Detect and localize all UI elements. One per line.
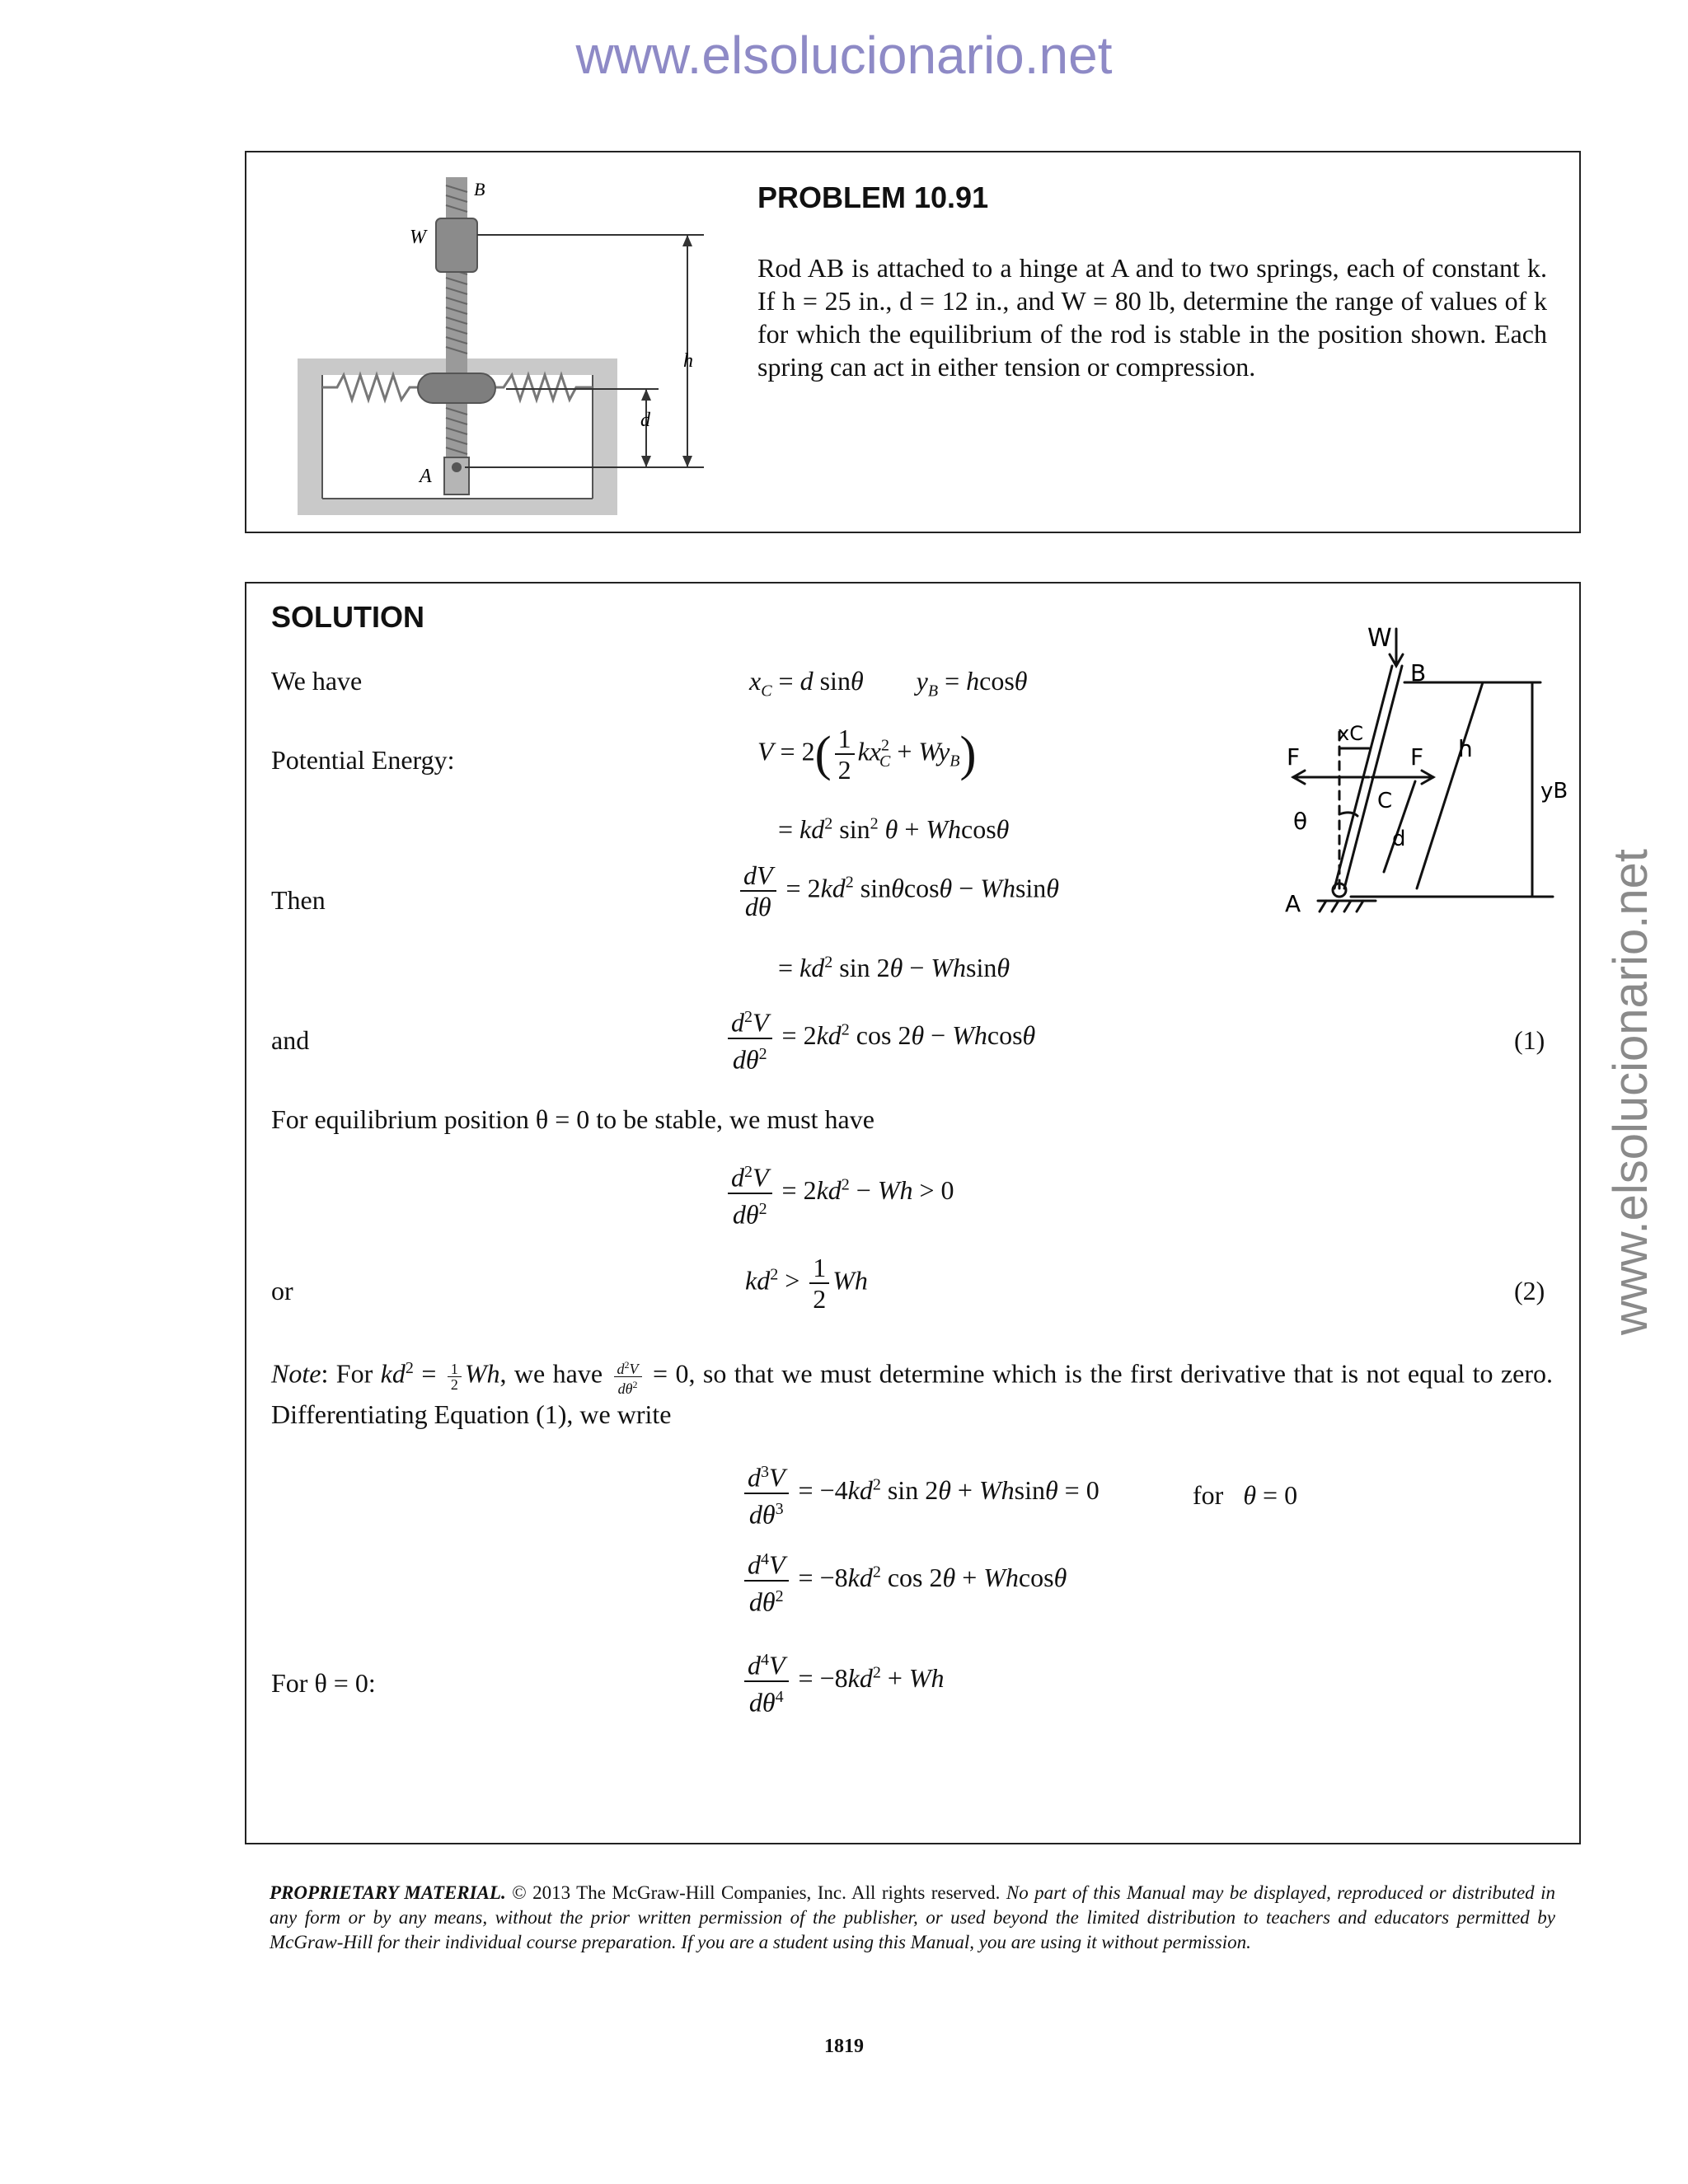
eq-fourth-derivative: $\frac{d^4V}{d\theta^2}$ = $-8kd^2$ cos 2θ + Whcosθ <box>741 1544 1067 1616</box>
label-potential-energy: Potential Energy: <box>271 745 455 775</box>
sketch-label-yB: yB <box>1540 779 1568 804</box>
sketch-label-d: d <box>1392 827 1406 851</box>
footer-italic: No part of this Manual may be displayed, reproduced or distributed in any form or by any means, without the prior written permission of the publisher, or used beyond the limited distribution to teachers and educators permitted by McGraw-Hill for their individual course preparation. If you are a student using this Manual, you are using it without permission. <box>270 1882 1556 1952</box>
eq-coordinates: $x_C = d$ sinθ $y_B = hcos\theta$ <box>749 666 1028 701</box>
eq-number-2: (2) <box>1514 1276 1545 1305</box>
eq-first-derivative-2: = $kd^2$ sin 2θ − Whsinθ <box>778 953 1010 982</box>
sketch-label-C: C <box>1377 789 1393 813</box>
sketch-label-h: h <box>1458 735 1473 762</box>
note-text-1: : For <box>321 1358 381 1389</box>
eq-potential-energy-2: = $kd^2$ $\sin^2 \theta + Whcos\theta$ <box>778 814 1010 844</box>
eq-first-derivative: $\frac{dV}{d\theta}$ = $2kd^2$ sinθcosθ − Whsinθ <box>737 860 1059 921</box>
solution-box <box>245 582 1581 1844</box>
page-number: 1819 <box>824 2036 864 2057</box>
sketch-label-W: W <box>1367 625 1392 653</box>
for-label: for <box>1193 1480 1224 1510</box>
problem-statement: Rod AB is attached to a hinge at A and to two springs, each of constant k. If h = 25 in., d = 12 in., and W = 80 lb, determine the range of values of k for which the equilibrium of the rod is stable in the position shown. Each spring can act in either tension or compression. <box>757 253 1547 382</box>
footer-copyright <box>270 1881 1555 1955</box>
fig-label-d: d <box>640 410 650 431</box>
label-stable-intro: For equilibrium position θ = 0 to be stable, we must have <box>271 1104 874 1134</box>
fig-label-W: W <box>410 227 426 248</box>
note-paragraph: Note: For $kd^2$ = $\frac{1}{2}$ Wh, we have $\frac{d^2V}{d\theta^2}$ = 0, so that we must determine which is the first derivative that is not equal to zero. Differentiating Equation (1), we write <box>271 1358 1554 1429</box>
label-or: or <box>271 1276 293 1305</box>
sketch-label-xc: xC <box>1338 722 1363 745</box>
sketch-label-theta: θ <box>1293 808 1308 835</box>
eq-fourth-derivative-theta-zero: $\frac{d^4V}{d\theta^4}$ = $-8kd^2 + Wh$ <box>741 1645 945 1717</box>
fig-label-B: B <box>474 179 485 199</box>
solution-sketch <box>1268 625 1573 938</box>
label-then: Then <box>271 885 326 915</box>
watermark-side: www.elsolucionario.net <box>1604 849 1658 1335</box>
eq-stability-result: $kd^2$ > $\frac{1}{2}$ Wh <box>745 1253 868 1314</box>
eq-potential-energy: V = 2( $\frac{1}{2}$ $kx^2_C + Wy_B$) <box>757 724 977 785</box>
fig-label-h: h <box>683 350 693 372</box>
sketch-label-F-right: F <box>1410 743 1424 771</box>
sketch-label-A: A <box>1285 890 1301 917</box>
label-for-theta-zero: For θ = 0: <box>271 1668 376 1698</box>
problem-figure <box>288 177 716 523</box>
eq-second-derivative: $\frac{d^2V}{d\theta^2}$ = $2kd^2$ cos 2θ − Whcosθ <box>724 1002 1035 1074</box>
sketch-label-B: B <box>1410 659 1427 687</box>
label-we-have: We have <box>271 666 363 696</box>
problem-box <box>245 151 1581 533</box>
label-and: and <box>271 1025 310 1055</box>
note-text-2: we have <box>506 1358 611 1389</box>
eq-third-derivative: $\frac{d^3V}{d\theta^3}$ = $-4kd^2$ sin 2θ + Whsinθ = 0 <box>741 1457 1100 1529</box>
problem-title: PROBLEM 10.91 <box>757 180 989 214</box>
eq-stability-condition: $\frac{d^2V}{d\theta^2}$ = $2kd^2 - Wh > 0$ <box>724 1157 954 1229</box>
eq-number-1: (1) <box>1514 1025 1545 1055</box>
watermark-top: www.elsolucionario.net <box>575 26 1113 85</box>
eq-third-derivative-condition: for θ = 0 <box>1193 1480 1298 1510</box>
note-text-3: so that we must determine which is the first derivative that is not equal to zero. Differentiating Equation (1), we write <box>271 1358 1554 1429</box>
footer-bold: PROPRIETARY MATERIAL. <box>270 1882 506 1903</box>
footer-normal: © 2013 The McGraw-Hill Companies, Inc. All rights reserved. <box>505 1882 1001 1903</box>
note-lead: Note <box>271 1358 321 1389</box>
fig-label-A: A <box>420 466 432 487</box>
sketch-label-F-left: F <box>1287 743 1301 771</box>
solution-title: SOLUTION <box>271 600 424 634</box>
